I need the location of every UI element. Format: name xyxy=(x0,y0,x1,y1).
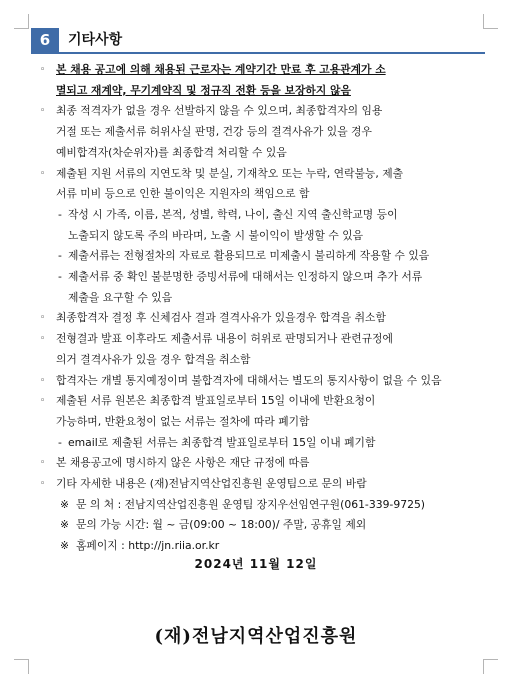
text-line: 제출서류 중 확인 불분명한 증빙서류에 대해서는 인정하지 않으며 추가 서류 xyxy=(68,270,423,284)
crop-mark-bottom-left xyxy=(14,659,29,674)
organization-name: (재)전남지역산업진흥원 xyxy=(154,626,358,647)
section-number: 6 xyxy=(31,28,59,52)
text-line: 제출서류는 전형절차의 자료로 활용되므로 미제출시 불리하게 작용할 수 있음 xyxy=(68,249,430,263)
crop-mark-bottom-right xyxy=(483,659,498,674)
sub-list-item xyxy=(40,246,490,267)
sub-list-item xyxy=(40,267,490,308)
text-line: 문의 가능 시간: 월 ~ 금(09:00 ~ 18:00)/ 주말, 공휴일 제외 xyxy=(76,518,367,532)
list-item xyxy=(40,474,490,495)
sub-list-item xyxy=(40,433,490,454)
text-line: 홈페이지 : http://jn.riia.or.kr xyxy=(76,539,220,553)
bullet-icon: ◦ xyxy=(40,396,46,407)
text-line: 제출된 지원 서류의 지연도착 및 분실, 기재착오 또는 누락, 연락불능, 제출 xyxy=(56,166,404,180)
reference-mark-icon: ※ xyxy=(60,539,70,553)
bullet-icon: ◦ xyxy=(40,65,46,75)
text-line: 최종합격자 결정 후 신체검사 결과 결격사유가 있을경우 합격을 취소함 xyxy=(56,311,386,325)
text-line: 본 채용 공고에 의해 채용된 근로자는 계약기간 만료 후 고용관계가 소 xyxy=(56,63,386,76)
text-line: 가능하며, 반환요청이 없는 서류는 절차에 따라 폐기함 xyxy=(56,414,310,428)
text-line: 기타 자세한 내용은 (재)전남지역산업진흥원 운영팀으로 문의 바람 xyxy=(56,477,367,491)
section-title: 기타사항 xyxy=(68,32,123,48)
crop-mark-top-right xyxy=(483,14,498,29)
bullet-icon: ◦ xyxy=(40,375,46,386)
list-item xyxy=(40,60,490,101)
text-line: 제출을 요구할 수 있음 xyxy=(68,290,173,304)
list-item xyxy=(40,391,490,432)
text-line: 합격자는 개별 통지예정이며 불합격자에 대해서는 별도의 통지사항이 없을 수 있음 xyxy=(56,373,442,387)
text-line: 최종 적격자가 없을 경우 선발하지 않을 수 있으며, 최종합격자의 임용 xyxy=(56,104,383,118)
reference-mark-icon: ※ xyxy=(60,518,70,532)
dash-icon: - xyxy=(58,207,62,221)
text-line: 거절 또는 제출서류 허위사실 판명, 건강 등의 결격사유가 있을 경우 xyxy=(56,125,372,139)
dash-icon: - xyxy=(58,249,62,263)
crop-mark-top-left xyxy=(14,14,29,29)
text-line: 제출된 서류 원본은 최종합격 발표일로부터 15일 이내에 반환요청이 xyxy=(56,394,376,408)
text-line: 전형결과 발표 이후라도 제출서류 내용이 허위로 판명되거나 관련규정에 xyxy=(56,332,393,346)
text-line: 작성 시 가족, 이름, 본적, 성별, 학력, 나이, 출신 지역 출신학교명 등이 xyxy=(68,207,398,221)
text-line: email로 제출된 서류는 최종합격 발표일로부터 15일 이내 폐기함 xyxy=(68,435,376,449)
bullet-icon: ◦ xyxy=(40,313,46,324)
bullet-icon: ◦ xyxy=(40,458,46,469)
contact-note xyxy=(40,536,490,557)
notice-date: 2024년 11월 12일 xyxy=(194,557,318,571)
list-item xyxy=(40,453,490,474)
list-item xyxy=(40,371,490,392)
text-line: 본 채용공고에 명시하지 않은 사항은 재단 규정에 따름 xyxy=(56,456,310,470)
text-line: 예비합격자(차순위자)를 최종합격 처리할 수 있음 xyxy=(56,145,287,159)
dash-icon: - xyxy=(58,270,62,284)
list-item xyxy=(40,101,490,163)
notice-body xyxy=(40,60,490,557)
text-line: 서류 미비 등으로 인한 불이익은 지원자의 책임으로 함 xyxy=(56,187,310,201)
bullet-icon: ◦ xyxy=(40,334,46,345)
text-line: 멸되고 재계약, 무기계약직 및 정규직 전환 등을 보장하지 않음 xyxy=(56,83,351,97)
reference-mark-icon: ※ xyxy=(60,497,70,511)
text-line: 문 의 처 : 전남지역산업진흥원 운영팀 장지우선임연구원(061-339-9725) xyxy=(76,497,426,511)
text-line: 노출되지 않도록 주의 바라며, 노출 시 불이익이 발생할 수 있음 xyxy=(68,228,364,242)
bullet-icon: ◦ xyxy=(40,168,46,179)
contact-note xyxy=(40,515,490,536)
dash-icon: - xyxy=(58,435,62,449)
list-item xyxy=(40,329,490,370)
section-header xyxy=(31,28,485,54)
sub-list-item xyxy=(40,205,490,246)
section-divider xyxy=(31,52,485,54)
text-line: 의거 결격사유가 있을 경우 합격을 취소함 xyxy=(56,352,251,366)
bullet-icon: ◦ xyxy=(40,479,46,490)
list-item xyxy=(40,308,490,329)
bullet-icon: ◦ xyxy=(40,106,46,117)
list-item xyxy=(40,164,490,205)
contact-note xyxy=(40,495,490,516)
